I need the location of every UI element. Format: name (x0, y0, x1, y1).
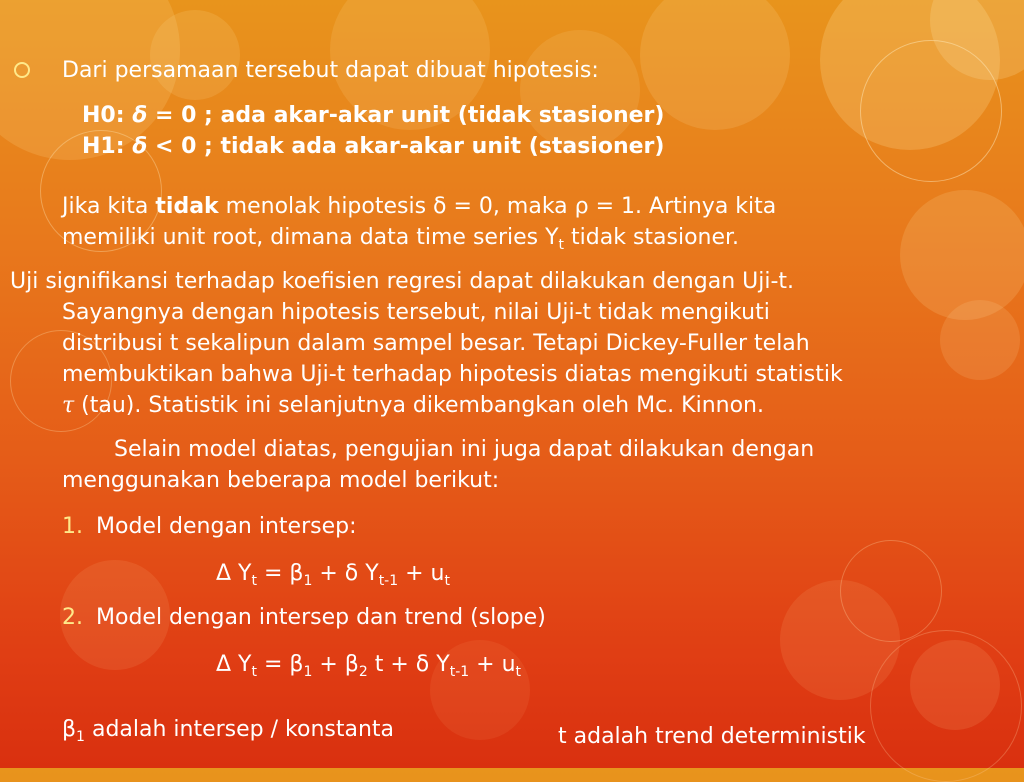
list-item-2 (62, 602, 546, 633)
eq2-a-sub: t (251, 664, 257, 680)
paragraph-3-line-2: menggunakan beberapa model berikut: (62, 468, 500, 493)
h0-text: = 0 ; ada akar-akar unit (tidak stasioner) (147, 103, 665, 128)
paragraph-2-line-2: Sayangnya dengan hipotesis tersebut, nilai Uji-t tidak mengikuti (62, 300, 770, 325)
intro-line: Dari persamaan tersebut dapat dibuat hipotesis: (62, 58, 599, 83)
bullet-circle-icon (14, 62, 30, 78)
p1-part-e: tidak stasioner. (564, 225, 740, 250)
paragraph-2-line-1: Uji signifikansi terhadap koefisien regresi dapat dilakukan dengan Uji-t. (10, 269, 795, 294)
foot-beta: β (62, 717, 77, 742)
footnote-intercept (62, 714, 394, 745)
p1-part-d: memiliki unit root, dimana data time series Y (62, 225, 559, 250)
p1-part-a: Jika kita (62, 194, 156, 219)
eq1-d: + u (398, 561, 445, 586)
list-label-2: Model dengan intersep dan trend (slope) (96, 605, 546, 630)
p2-last-text: (tau). Statistik ini selanjutnya dikembangkan oleh Mc. Kinnon. (74, 393, 764, 418)
eq2-d: t + δ Y (367, 652, 450, 677)
p1-bold-word: tidak (155, 194, 219, 219)
eq2-e: + u (469, 652, 516, 677)
eq2-e-sub: t (515, 664, 522, 680)
paragraph-2-line-3: distribusi t sekalipun dalam sampel besar. Tetapi Dickey-Fuller telah (62, 331, 810, 356)
eq1-a-sub: t (251, 573, 257, 589)
eq2-b: = β (256, 652, 304, 677)
p1-subscript: t (558, 237, 565, 253)
eq2-b-sub: 1 (303, 664, 313, 680)
h0-prefix: H0: (82, 103, 133, 128)
eq1-d-sub: t (444, 573, 451, 589)
p1-part-c: menolak hipotesis δ = 0, maka ρ = 1. Artinya kita (218, 194, 777, 219)
eq1-c: + δ Y (312, 561, 379, 586)
paragraph-1-line-1 (62, 191, 776, 222)
list-item-1 (62, 511, 357, 542)
h1-text: < 0 ; tidak ada akar-akar unit (stasioner) (147, 134, 665, 159)
footnote-trend: t adalah trend deterministik (558, 724, 866, 749)
equation-1 (216, 558, 450, 589)
paragraph-3-line-1: Selain model diatas, pengujian ini juga dapat dilakukan dengan (114, 437, 815, 462)
tau-symbol: τ (62, 393, 75, 418)
equation-2 (216, 649, 521, 680)
list-label-1: Model dengan intersep: (96, 514, 357, 539)
eq1-b-sub: 1 (303, 573, 313, 589)
foot-beta-sub: 1 (76, 729, 85, 745)
h1-delta: δ (132, 134, 148, 159)
eq1-a: Δ Y (216, 561, 252, 586)
paragraph-2-line-4: membuktikan bahwa Uji-t terhadap hipotesis diatas mengikuti statistik (62, 362, 843, 387)
eq2-a: Δ Y (216, 652, 252, 677)
eq2-c-sub: 2 (358, 664, 368, 680)
eq2-c: + β (312, 652, 359, 677)
list-number-2: 2. (62, 605, 83, 630)
eq2-d-sub: t-1 (449, 664, 470, 680)
eq1-c-sub: t-1 (378, 573, 399, 589)
hypothesis-h0 (82, 100, 664, 131)
paragraph-1-line-2 (62, 222, 739, 253)
h0-delta: δ (132, 103, 148, 128)
list-number-1: 1. (62, 514, 83, 539)
foot-left-text: adalah intersep / konstanta (84, 717, 395, 742)
eq1-b: = β (256, 561, 304, 586)
hypothesis-h1 (82, 131, 664, 162)
paragraph-2-line-5 (62, 390, 764, 421)
h1-prefix: H1: (82, 134, 133, 159)
